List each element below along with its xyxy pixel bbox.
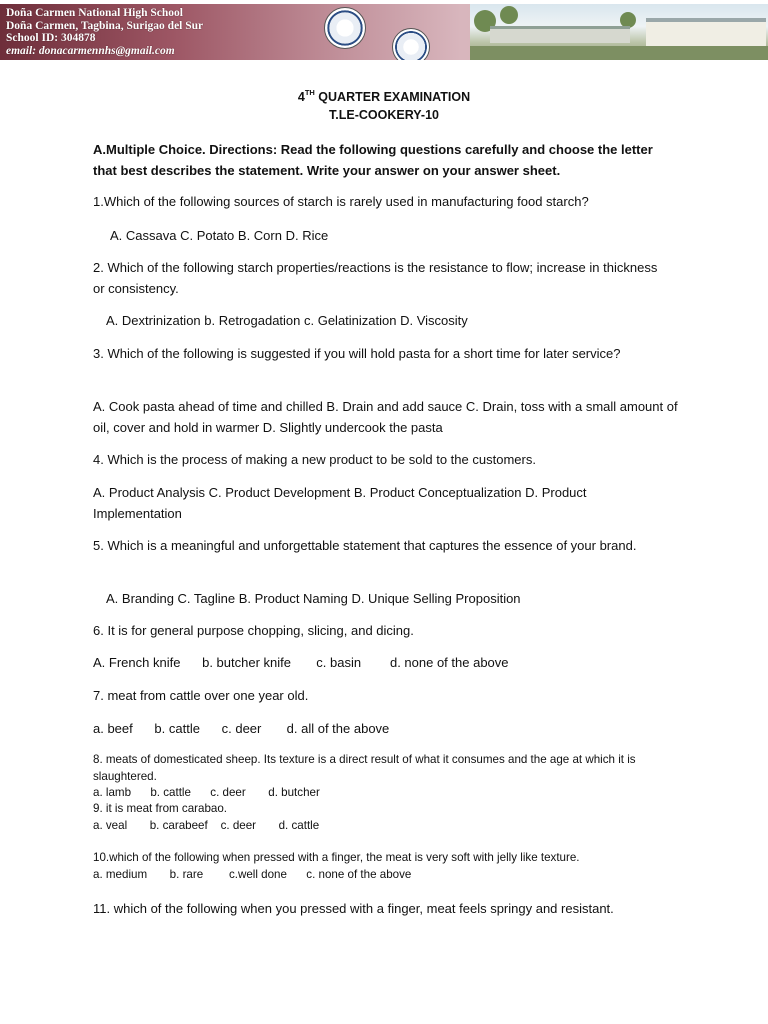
school-building-photo bbox=[470, 4, 768, 60]
instructions: A.Multiple Choice. Directions: Read the following questions carefully and choose the letter that best describes the statement. Write your answer on your answer sheet. bbox=[93, 142, 653, 178]
school-email: email: donacarmennhs@gmail.com bbox=[6, 44, 175, 57]
question-6: 6. It is for general purpose chopping, slicing, and dicing. bbox=[93, 623, 414, 638]
question-5: 5. Which is a meaningful and unforgettable statement that captures the essence of your brand. bbox=[93, 538, 637, 553]
school-seal-logo bbox=[324, 7, 366, 49]
school-header-banner bbox=[0, 4, 768, 60]
choices-8: a. lamb b. cattle c. deer d. butcher bbox=[93, 786, 320, 799]
school-id: School ID: 304878 bbox=[6, 32, 96, 44]
deped-seal-logo bbox=[392, 28, 430, 60]
choices-9: a. veal b. carabeef c. deer d. cattle bbox=[93, 819, 320, 832]
choices-7: a. beef b. cattle c. deer d. all of the above bbox=[93, 721, 390, 736]
choices-6: A. French knife b. butcher knife c. basin d. none of the above bbox=[93, 655, 509, 670]
exam-title: 4TH QUARTER EXAMINATION bbox=[297, 88, 471, 105]
choices-10: a. medium b. rare c.well done c. none of the above bbox=[93, 868, 412, 881]
exam-subject: T.LE-COOKERY-10 bbox=[329, 108, 439, 122]
question-4: 4. Which is the process of making a new product to be sold to the customers. bbox=[93, 452, 536, 467]
choices-1: A. Cassava C. Potato B. Corn D. Rice bbox=[110, 228, 329, 243]
choices-2: A. Dextrinization b. Retrogadation c. Gelatinization D. Viscosity bbox=[106, 313, 468, 328]
question-3: 3. Which of the following is suggested if you will hold pasta for a short time for later service? bbox=[93, 346, 621, 361]
school-address: Doña Carmen, Tagbina, Surigao del Sur bbox=[6, 19, 204, 32]
question-8: 8. meats of domesticated sheep. Its texture is a direct result of what it consumes and the age at which it is slaughtered. bbox=[93, 753, 636, 783]
question-9: 9. it is meat from carabao. bbox=[93, 802, 228, 815]
choices-3: A. Cook pasta ahead of time and chilled B. Drain and add sauce C. Drain, toss with a small amount of oil, cover and hold in warmer D. Slightly undercook the pasta bbox=[93, 399, 678, 435]
question-2: 2. Which of the following starch properties/reactions is the resistance to flow; increase in thickness or consistency. bbox=[93, 260, 658, 296]
question-11: 11. which of the following when you pressed with a finger, meat feels springy and resistant. bbox=[93, 901, 614, 916]
choices-4: A. Product Analysis C. Product Development B. Product Conceptualization D. Product Implementation bbox=[93, 485, 587, 521]
question-1: 1.Which of the following sources of starch is rarely used in manufacturing food starch? bbox=[93, 194, 589, 209]
school-name: Doña Carmen National High School bbox=[6, 7, 183, 19]
question-10: 10.which of the following when pressed with a finger, the meat is very soft with jelly like texture. bbox=[93, 851, 580, 864]
question-7: 7. meat from cattle over one year old. bbox=[93, 688, 309, 703]
school-info bbox=[6, 7, 203, 57]
choices-5: A. Branding C. Tagline B. Product Naming D. Unique Selling Proposition bbox=[106, 591, 521, 606]
